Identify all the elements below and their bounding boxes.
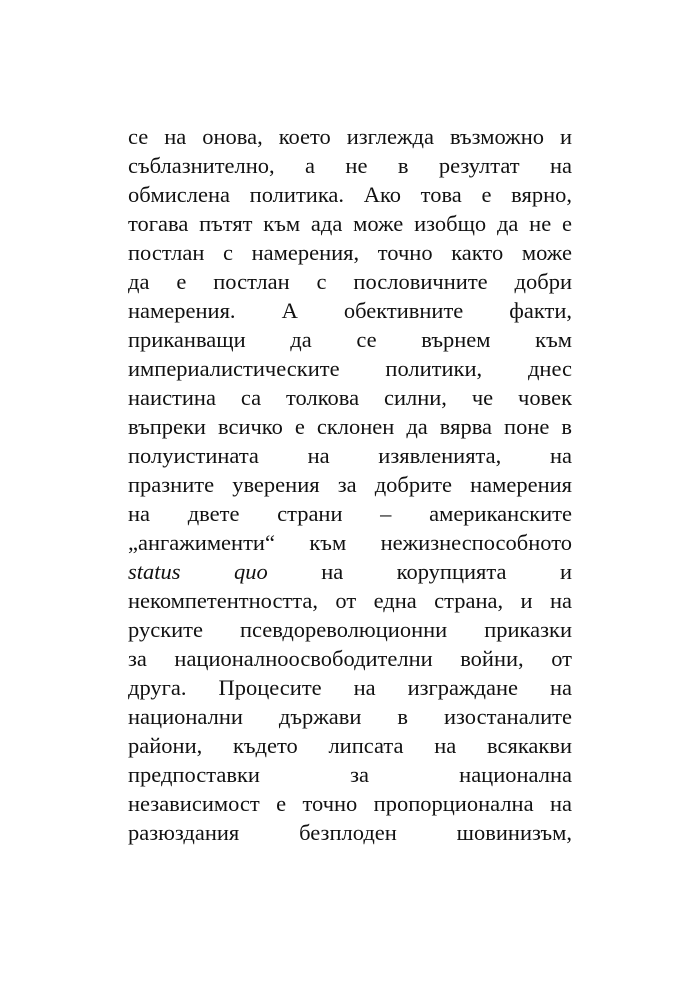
text-line: „ангажименти“ към нежизнеспособното: [128, 530, 572, 555]
text-line: [128, 557, 572, 586]
text-line: на двете страни – американските: [128, 501, 572, 526]
text-line: предпоставки за национална: [128, 762, 572, 787]
text-line: независимост е точно пропорционална на: [128, 791, 572, 816]
text-line: се на онова, което изглежда възможно и: [128, 124, 572, 149]
text-line: обмислена политика. Ако това е вярно,: [128, 182, 572, 207]
text-line: да е постлан с пословичните добри: [128, 269, 572, 294]
text-line: приканващи да се върнем към: [128, 327, 572, 352]
italic-term: status quo: [128, 559, 268, 584]
text-line: постлан с намерения, точно както може: [128, 240, 572, 265]
text-line: намерения. А обективните факти,: [128, 298, 572, 323]
text-line: за националноосвободителни войни, от: [128, 646, 572, 671]
text-line: империалистическите политики, днес: [128, 356, 572, 381]
text-line: друга. Процесите на изграждане на: [128, 675, 572, 700]
text-line: наистина са толкова силни, че човек: [128, 385, 572, 410]
text-line-rest: на корупцията и: [267, 559, 572, 584]
text-line: празните уверения за добрите намерения: [128, 472, 572, 497]
text-line: съблазнително, а не в резултат на: [128, 153, 572, 178]
text-line: въпреки всичко е склонен да вярва поне в: [128, 414, 572, 439]
text-line: тогава пътят към ада може изобщо да не е: [128, 211, 572, 236]
text-line: некомпетентността, от една страна, и на: [128, 588, 572, 613]
text-line: полуистината на изявленията, на: [128, 443, 572, 468]
text-line: райони, където липсата на всякакви: [128, 733, 572, 758]
body-text: [128, 122, 572, 847]
text-line: руските псевдореволюционни приказки: [128, 617, 572, 642]
text-line: разюздания безплоден шовинизъм,: [128, 820, 572, 845]
text-line: национални държави в изостаналите: [128, 704, 572, 729]
